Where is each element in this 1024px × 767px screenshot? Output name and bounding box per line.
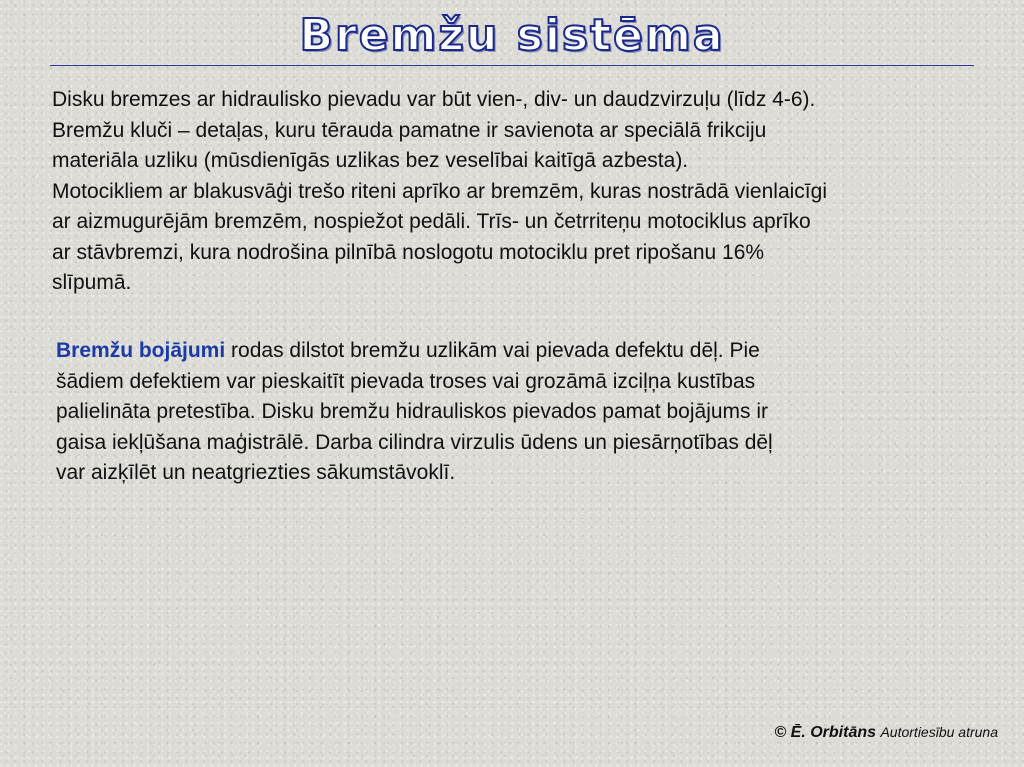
paragraph-brake-damage [56,336,956,489]
footer-author: © Ē. Orbitāns [774,724,877,741]
paragraph-line: ar aizmugurējām bremzēm, nospiežot pedāli. Trīs- un četrriteņu motociklus aprīko [52,210,811,233]
paragraph-line: materiāla uzliku (mūsdienīgās uzlikas bez veselībai kaitīgā azbesta). [52,149,689,172]
paragraph-line: Bremžu kluči – detaļas, kuru tērauda pamatne ir savienota ar speciālā frikciju [52,118,767,142]
title-underline [50,65,974,66]
paragraph-line: Disku bremzes ar hidraulisko pievadu var būt vien-, div- un daudzvirzuļu (līdz 4-6). [52,88,816,111]
footer-copyright [774,724,998,742]
paragraph-line: palielināta pretestība. Disku bremžu hidrauliskos pievados pamat bojājums ir [56,400,769,423]
paragraph-disc-brakes [52,85,992,299]
footer-rights-link[interactable]: Autortiesību atruna [880,724,998,740]
paragraph-line [56,336,956,367]
highlight-term: Bremžu bojājumi [56,339,226,362]
paragraph-line: gaisa iekļūšana maģistrālē. Darba cilindra virzulis ūdens un piesārņotības dēļ [56,430,773,454]
paragraph-line-rest: rodas dilstot bremžu uzlikām vai pievada defektu dēļ. Pie [225,339,760,362]
slide-title: Bremžu sistēma [299,10,725,61]
paragraph-line: var aizķīlēt un neatgriezties sākumstāvoklī. [56,461,456,484]
paragraph-line: Motocikliem ar blakusvāģi trešo riteni aprīko ar bremzēm, kuras nostrādā vienlaicīgi [52,179,827,203]
paragraph-line: slīpumā. [52,271,132,294]
paragraph-line: ar stāvbremzi, kura nodrošina pilnībā noslogotu motociklu pret ripošanu 16% [52,240,765,264]
paragraph-line: šādiem defektiem var pieskaitīt pievada troses vai grozāmā izciļņa kustības [56,369,756,393]
